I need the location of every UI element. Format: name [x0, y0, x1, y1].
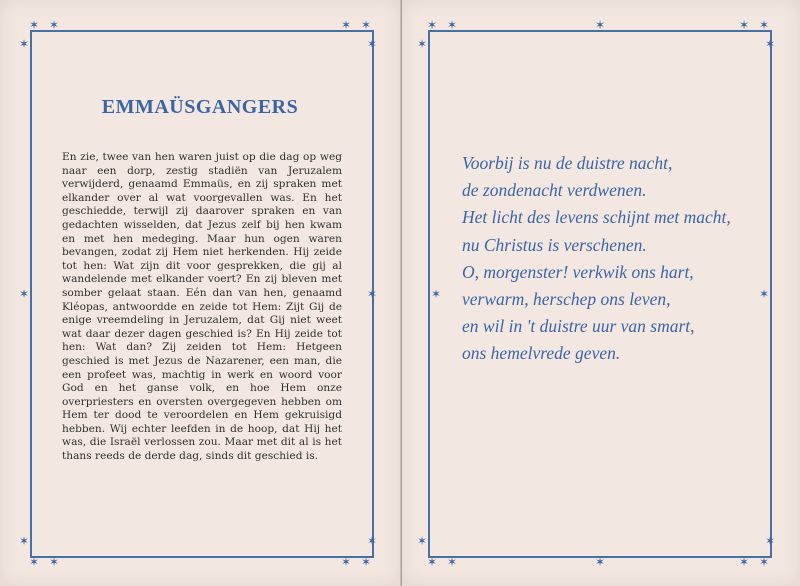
star-icon: ✶ — [18, 534, 30, 548]
star-icon: ✶ — [360, 18, 372, 32]
star-icon: ✶ — [18, 287, 30, 301]
page-title: EMMAÜSGANGERS — [101, 96, 299, 118]
star-icon: ✶ — [738, 555, 750, 569]
star-icon: ✶ — [758, 555, 770, 569]
poem-line: nu Christus is verschenen. — [462, 234, 647, 255]
star-icon: ✶ — [446, 555, 458, 569]
star-icon: ✶ — [28, 555, 40, 569]
star-icon: ✶ — [758, 18, 770, 32]
poem-line: ons hemelvrede geven. — [462, 343, 621, 364]
star-icon: ✶ — [18, 37, 30, 51]
star-icon: ✶ — [764, 37, 776, 51]
star-icon: ✶ — [426, 555, 438, 569]
scripture-text: En zie, twee van hen waren juist op die dag op weg naar een dorp, zestig stadiën van Jeruzalem verwijderd, genaamd Emmaüs, en zij spraken met elkander over al wat voorgevallen was. En het geschiedde, terwijl zij daarover spraken en van gedachten wisselden, dat Jezus zelf bij hen kwam en met hen medeging. Maar hun ogen waren bevangen, zodat zij Hem niet herkenden. Hij zeide tot hen: Wat zijn dit voor gesprekken, die gij al wandelende met elkander voert? En zij bleven met somber gelaat staan. Eén dan van hen, genaamd Kléopas, antwoordde en zeide tot Hem: Zijt Gij de enige vreemdeling in Jeruzalem, dat Gij niet weet wat daar dezer dagen geschied is? En Hij zeide tot hen: Wat dan? Zij zeiden tot Hem: Hetgeen geschied is met Jezus de Nazarener, een man, die een profeet was, machtig in werk en woord voor God en het ganse volk, en hoe Hem onze overpriesters en oversten overgegeven hebben om Hem ter dood te veroordelen en Hem gekruisigd hebben. Wij echter leefden in de hoop, dat Hij het was, die Israël verlossen zou. Maar met dit al is het thans reeds de derde dag, sinds dit geschied is. — [62, 151, 342, 463]
star-icon: ✶ — [366, 37, 378, 51]
poem-line: O, morgenster! verkwik ons hart, — [462, 261, 694, 282]
star-icon: ✶ — [416, 37, 428, 51]
poem-line: de zondenacht verdwenen. — [462, 180, 647, 201]
star-icon: ✶ — [764, 534, 776, 548]
star-icon: ✶ — [738, 18, 750, 32]
star-icon: ✶ — [48, 555, 60, 569]
poem-line: en wil in 't duistre uur van smart, — [462, 316, 695, 337]
star-icon: ✶ — [426, 18, 438, 32]
star-icon: ✶ — [758, 287, 770, 301]
poem — [462, 150, 762, 368]
star-icon: ✶ — [340, 555, 352, 569]
star-icon: ✶ — [446, 18, 458, 32]
star-icon: ✶ — [28, 18, 40, 32]
poem-line: Voorbij is nu de duistre nacht, — [462, 153, 673, 173]
star-icon: ✶ — [430, 287, 442, 301]
star-icon: ✶ — [416, 534, 428, 548]
star-icon: ✶ — [48, 18, 60, 32]
star-icon: ✶ — [340, 18, 352, 32]
star-icon: ✶ — [366, 534, 378, 548]
star-icon: ✶ — [360, 555, 372, 569]
star-icon: ✶ — [366, 287, 378, 301]
poem-line: verwarm, herschep ons leven, — [462, 289, 671, 310]
star-icon: ✶ — [594, 18, 606, 32]
star-icon: ✶ — [594, 555, 606, 569]
poem-line: Het licht des levens schijnt met macht, — [462, 207, 731, 228]
